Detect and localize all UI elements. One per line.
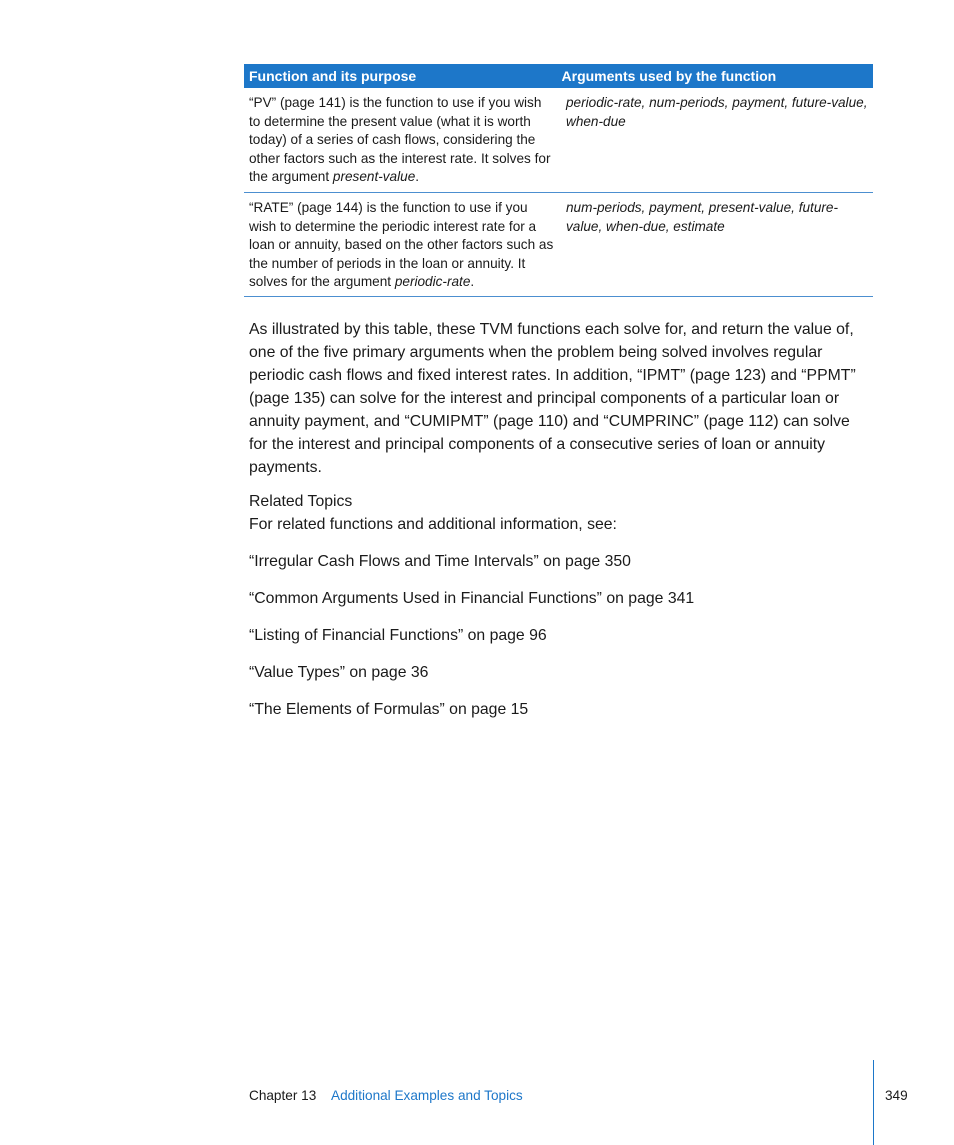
functions-table [244,64,873,297]
pv-purpose-text: “PV” (page 141) is the function to use if you wish to determine the present value (what it is worth today) of a series of cash flows, considering the other factors such as the interest rate. It solves for the argument [249,95,551,184]
body-paragraph: As illustrated by this table, these TVM functions each solve for, and return the value of, one of the five primary arguments when the problem being solved involves regular periodic cash flows and fixed interest rates. In addition, “IPMT” (page 123) and “PPMT” (page 135) can solve for the interest and principal components of a particular loan or annuity payment, and “CUMIPMT” (page 110) and “CUMPRINC” (page 112) can solve for the interest and principal components of a consecutive series of loan or annuity payments. [249,321,856,476]
pv-arguments-cell: periodic-rate, num-periods, payment, future-value, when-due [566,95,868,129]
header-function-purpose: Function and its purpose [249,68,417,84]
related-link[interactable]: “Common Arguments Used in Financial Functions” on page 341 [249,590,695,607]
related-link[interactable]: “Value Types” on page 36 [249,664,429,681]
footer-divider [873,1060,874,1145]
related-topics-intro: For related functions and additional information, see: [249,516,617,533]
table-row [244,193,873,297]
footer-chapter-title[interactable]: Additional Examples and Topics [331,1088,523,1103]
rate-arguments-cell: num-periods, payment, present-value, future-value, when-due, estimate [566,200,839,234]
footer-chapter: Chapter 13 [249,1088,317,1103]
page-number: 349 [885,1088,908,1103]
rate-purpose-end: . [470,274,475,289]
related-link[interactable]: “The Elements of Formulas” on page 15 [249,701,529,718]
pv-purpose-cell [244,88,556,192]
rate-purpose-text: “RATE” (page 144) is the function to use if you wish to determine the periodic interest rate for a loan or annuity, based on the other factors such as the number of periods in the loan or annuity. It solves for the argument [249,200,554,289]
rate-purpose-arg: periodic-rate [394,274,471,289]
related-link[interactable]: “Listing of Financial Functions” on page 96 [249,627,547,644]
related-topics-heading: Related Topics [249,493,353,510]
pv-purpose-arg: present-value [332,169,416,184]
pv-purpose-end: . [415,169,420,184]
related-link[interactable]: “Irregular Cash Flows and Time Intervals” on page 350 [249,553,631,570]
table-row [244,88,873,193]
header-arguments: Arguments used by the function [561,68,777,84]
table-header [244,64,873,88]
rate-purpose-cell [244,193,556,296]
